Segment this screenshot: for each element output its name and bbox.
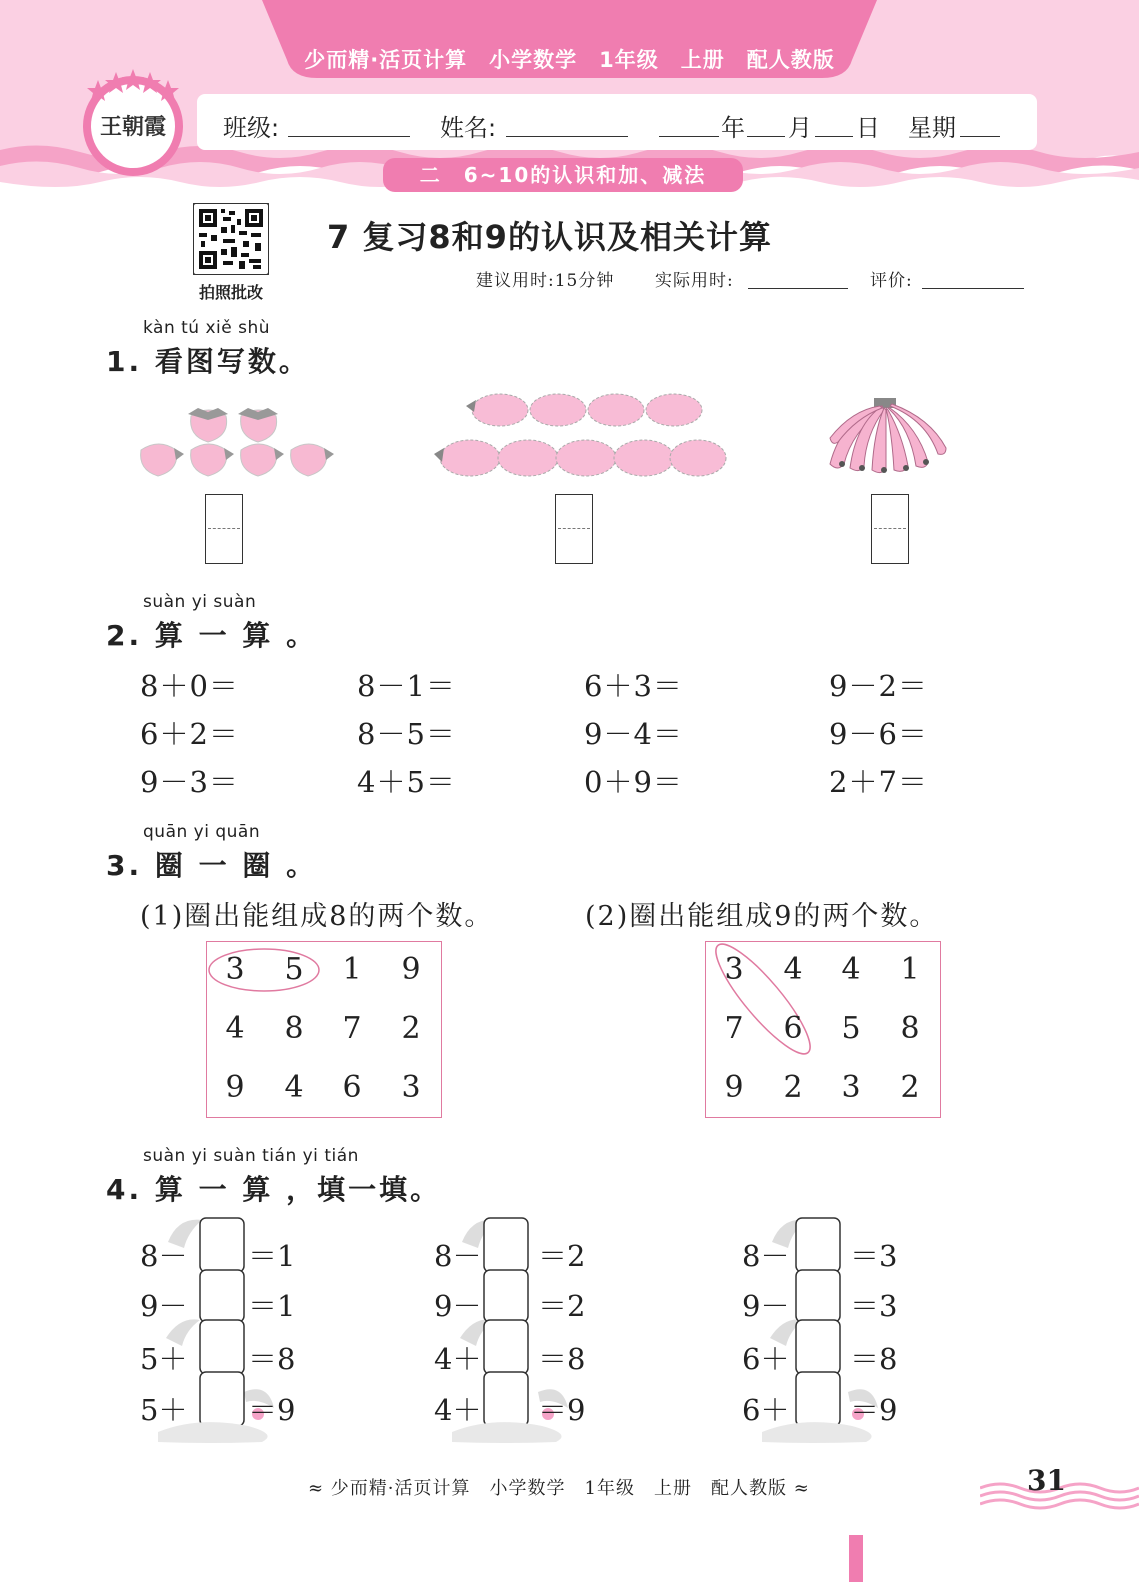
peach-icon bbox=[440, 440, 500, 476]
grid-number[interactable]: 2 bbox=[900, 1070, 920, 1105]
fill-right: ＝9 bbox=[850, 1393, 898, 1427]
q3-part2-label: (2)圈出能组成9的两个数。 bbox=[585, 901, 939, 932]
q4-pinyin: suàn yi suàn tián yi tián bbox=[143, 1146, 359, 1166]
suggested-time: 建议用时:15分钟 bbox=[476, 271, 615, 291]
grid-number[interactable]: 2 bbox=[401, 1011, 421, 1046]
fill-left: 9－ bbox=[140, 1289, 188, 1323]
grid-number[interactable]: 1 bbox=[342, 952, 362, 987]
fill-right: ＝8 bbox=[248, 1342, 296, 1376]
peach-icon bbox=[498, 440, 558, 476]
q1-pinyin: kàn tú xiě shù bbox=[143, 318, 271, 338]
fill-left: 9－ bbox=[742, 1289, 790, 1323]
actual-time-label: 实际用时: bbox=[655, 271, 734, 291]
grid-number[interactable]: 1 bbox=[900, 952, 920, 987]
grid-number[interactable]: 5 bbox=[841, 1011, 861, 1046]
grid-number[interactable]: 2 bbox=[783, 1070, 803, 1105]
evaluation-field[interactable] bbox=[922, 262, 1024, 289]
grid-number[interactable]: 3 bbox=[841, 1070, 861, 1105]
q1-title: 1. 看图写数。 bbox=[106, 345, 310, 378]
grid-number[interactable]: 9 bbox=[225, 1070, 245, 1105]
name-field[interactable] bbox=[506, 108, 628, 137]
grid-number[interactable]: 9 bbox=[724, 1070, 744, 1105]
calc-item: 9－4＝ bbox=[584, 717, 683, 751]
grid-number[interactable]: 7 bbox=[342, 1011, 362, 1046]
q1-answer-box-2[interactable] bbox=[555, 494, 593, 564]
grid-number[interactable]: 8 bbox=[900, 1011, 920, 1046]
q3-part1-label: (1)圈出能组成8的两个数。 bbox=[140, 901, 494, 932]
actual-time-field[interactable] bbox=[748, 262, 848, 289]
peach-icon bbox=[588, 394, 644, 426]
calc-item: 2＋7＝ bbox=[829, 765, 928, 799]
strawberry-icon bbox=[188, 408, 228, 442]
fill-right: ＝8 bbox=[538, 1342, 586, 1376]
grid-number[interactable]: 9 bbox=[401, 952, 421, 987]
grid-number[interactable]: 4 bbox=[225, 1011, 245, 1046]
peach-icon bbox=[530, 394, 586, 426]
strawberry-group bbox=[136, 398, 336, 480]
calc-item: 9－2＝ bbox=[829, 669, 928, 703]
grid-number[interactable]: 4 bbox=[783, 952, 803, 987]
calc-item: 0＋9＝ bbox=[584, 765, 683, 799]
calc-item: 6＋2＝ bbox=[140, 717, 239, 751]
fill-left: 4＋ bbox=[434, 1393, 482, 1427]
lesson-title: 7 复习8和9的认识及相关计算 bbox=[327, 218, 772, 256]
grid-number[interactable]: 4 bbox=[841, 952, 861, 987]
weekday-field[interactable] bbox=[960, 108, 1000, 137]
q2-pinyin: suàn yi suàn bbox=[143, 592, 257, 612]
year-field[interactable] bbox=[659, 108, 719, 137]
month-label: 月 bbox=[788, 114, 812, 142]
series-title: 少而精·活页计算 小学数学 1年级 上册 配人教版 bbox=[304, 48, 835, 72]
grid-number[interactable]: 5 bbox=[284, 952, 304, 987]
class-label: 班级: bbox=[223, 114, 280, 142]
q2-title: 2. 算 一 算 。 bbox=[106, 619, 318, 652]
peach-icon bbox=[646, 394, 702, 426]
qr-code-icon[interactable] bbox=[193, 203, 269, 275]
fill-right: ＝2 bbox=[538, 1239, 586, 1273]
month-field[interactable] bbox=[747, 108, 785, 137]
fill-left: 6＋ bbox=[742, 1342, 790, 1376]
peach-icon bbox=[614, 440, 674, 476]
year-label: 年 bbox=[721, 114, 745, 142]
banana-bunch bbox=[822, 398, 947, 478]
qr-label: 拍照批改 bbox=[198, 283, 263, 302]
calc-item: 4＋5＝ bbox=[357, 765, 456, 799]
fill-right: ＝9 bbox=[248, 1393, 296, 1427]
strawberry-icon bbox=[291, 444, 334, 476]
fill-right: ＝1 bbox=[248, 1239, 296, 1273]
grid-number[interactable]: 3 bbox=[225, 952, 245, 987]
brand-name: 王朝霞 bbox=[99, 114, 166, 140]
peach-icon bbox=[670, 440, 726, 476]
fill-right: ＝2 bbox=[538, 1289, 586, 1323]
fill-left: 8－ bbox=[742, 1239, 790, 1273]
q1-answer-box-3[interactable] bbox=[871, 494, 909, 564]
footer-series: ≈ 少而精·活页计算 小学数学 1年级 上册 配人教版 ≈ bbox=[308, 1478, 810, 1499]
q3-title: 3. 圈 一 圈 。 bbox=[106, 849, 318, 882]
calc-item: 6＋3＝ bbox=[584, 669, 683, 703]
grid-number[interactable]: 8 bbox=[284, 1011, 304, 1046]
page-number: 31 bbox=[1027, 1464, 1066, 1497]
day-field[interactable] bbox=[815, 108, 853, 137]
strawberry-icon bbox=[141, 444, 184, 476]
strawberry-icon bbox=[241, 444, 284, 476]
peach-group bbox=[430, 392, 730, 482]
grid-number[interactable]: 7 bbox=[724, 1011, 744, 1046]
q3-pinyin: quān yi quān bbox=[143, 822, 261, 842]
fill-left: 8－ bbox=[434, 1239, 482, 1273]
q4-title: 4. 算 一 算 ，填一填。 bbox=[106, 1173, 442, 1206]
strawberry-icon bbox=[238, 408, 278, 442]
weekday-label: 星期 bbox=[908, 114, 956, 142]
fill-left: 4＋ bbox=[434, 1342, 482, 1376]
calc-item: 8－1＝ bbox=[357, 669, 456, 703]
strawberry-icon bbox=[191, 444, 234, 476]
calc-item: 8＋0＝ bbox=[140, 669, 239, 703]
calc-item: 9－6＝ bbox=[829, 717, 928, 751]
calc-item: 9－3＝ bbox=[140, 765, 239, 799]
fill-left: 5＋ bbox=[140, 1342, 188, 1376]
evaluation-label: 评价: bbox=[870, 271, 913, 291]
grid-number[interactable]: 6 bbox=[783, 1011, 803, 1046]
grid-number[interactable]: 3 bbox=[401, 1070, 421, 1105]
fill-left: 9－ bbox=[434, 1289, 482, 1323]
fill-left: 6＋ bbox=[742, 1393, 790, 1427]
grid-number[interactable]: 6 bbox=[342, 1070, 362, 1105]
grid-number[interactable]: 4 bbox=[284, 1070, 304, 1105]
peach-icon bbox=[556, 440, 616, 476]
fill-left: 5＋ bbox=[140, 1393, 188, 1427]
peach-icon bbox=[472, 394, 528, 426]
page-edge-mark bbox=[849, 1535, 863, 1582]
name-label: 姓名: bbox=[440, 114, 497, 142]
fill-right: ＝8 bbox=[850, 1342, 898, 1376]
fill-left: 8－ bbox=[140, 1239, 188, 1273]
q1-answer-box-1[interactable] bbox=[205, 494, 243, 564]
fill-right: ＝9 bbox=[538, 1393, 586, 1427]
grid-number[interactable]: 3 bbox=[724, 952, 744, 987]
calc-item: 8－5＝ bbox=[357, 717, 456, 751]
fill-right: ＝1 bbox=[248, 1289, 296, 1323]
fill-right: ＝3 bbox=[850, 1239, 898, 1273]
chapter-tab: 二 6~10的认识和加、减法 bbox=[383, 158, 743, 192]
day-label: 日 bbox=[856, 114, 880, 142]
fill-right: ＝3 bbox=[850, 1289, 898, 1323]
class-field[interactable] bbox=[288, 108, 410, 137]
